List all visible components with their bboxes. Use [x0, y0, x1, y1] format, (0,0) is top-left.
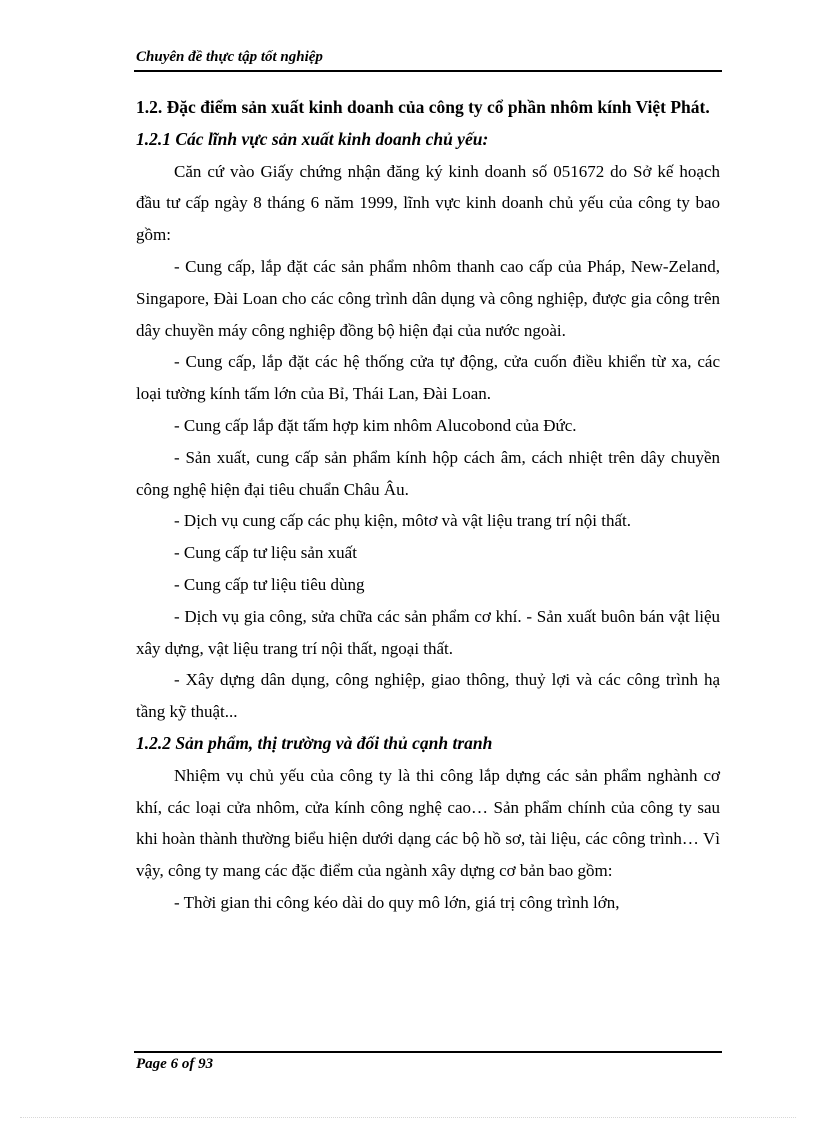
list-item: - Cung cấp lắp đặt tấm hợp kim nhôm Alucobond của Đức. — [174, 415, 577, 435]
list-item: - Sản xuất, cung cấp sản phẩm kính hộp cách âm, cách nhiệt trên dây chuyền công nghệ hiện đại tiêu chuẩn Châu Âu. — [136, 447, 720, 499]
footer-rule — [134, 1051, 722, 1053]
list-item: - Cung cấp, lắp đặt các sản phẩm nhôm thanh cao cấp của Pháp, New-Zeland, Singapore, Đài Loan cho các công trình dân dụng và công nghiệp, được gia công trên dây chuyền máy công nghiệp đồng bộ hiện đại của nước ngoài. — [136, 256, 720, 340]
list-item: - Dịch vụ cung cấp các phụ kiện, môtơ và vật liệu trang trí nội thất. — [174, 511, 631, 531]
body-paragraph: - Thời gian thi công kéo dài do quy mô lớn, giá trị công trình lớn, — [174, 892, 620, 912]
running-header: Chuyên đề thực tập tốt nghiệp — [136, 49, 323, 65]
list-item: - Xây dựng dân dụng, công nghiệp, giao thông, thuỷ lợi và các công trình hạ tầng kỹ thuật... — [136, 670, 720, 722]
page-boundary — [20, 1117, 796, 1118]
list-item: - Cung cấp, lắp đặt các hệ thống cửa tự động, cửa cuốn điều khiển từ xa, các loại tường kính tấm lớn của Bỉ, Thái Lan, Đài Loan. — [136, 352, 720, 404]
page-number: Page 6 of 93 — [136, 1056, 214, 1072]
subsection-heading-1: 1.2.1 Các lĩnh vực sản xuất kinh doanh chủ yếu: — [136, 128, 489, 149]
intro-paragraph: Căn cứ vào Giấy chứng nhận đăng ký kinh doanh số 051672 do Sở kế hoạch đầu tư cấp ngày 8 tháng 6 năm 1999, lĩnh vực kinh doanh chủ yếu của công ty bao gồm: — [136, 161, 720, 245]
list-item: - Cung cấp tư liệu tiêu dùng — [174, 574, 365, 594]
section-heading: 1.2. Đặc điểm sản xuất kinh doanh của công ty cổ phần nhôm kính Việt Phát. — [136, 97, 710, 117]
list-item: - Cung cấp tư liệu sản xuất — [174, 543, 357, 563]
header-rule — [134, 70, 722, 72]
subsection-heading-2: 1.2.2 Sản phẩm, thị trường và đối thủ cạnh tranh — [136, 732, 493, 753]
page-content — [136, 92, 720, 919]
list-item: - Dịch vụ gia công, sửa chữa các sản phẩm cơ khí. - Sản xuất buôn bán vật liệu xây dựng, vật liệu trang trí nội thất, ngoại thất. — [136, 606, 720, 658]
body-paragraph: Nhiệm vụ chủ yếu của công ty là thi công lắp dựng các sản phẩm nghành cơ khí, các loại cửa nhôm, cửa kính công nghệ cao… Sản phẩm chính của công ty sau khi hoàn thành thường biểu hiện dưới dạng các bộ hồ sơ, tài liệu, các công trình… Vì vậy, công ty mang các đặc điểm của ngành xây dựng cơ bản bao gồm: — [136, 765, 720, 881]
